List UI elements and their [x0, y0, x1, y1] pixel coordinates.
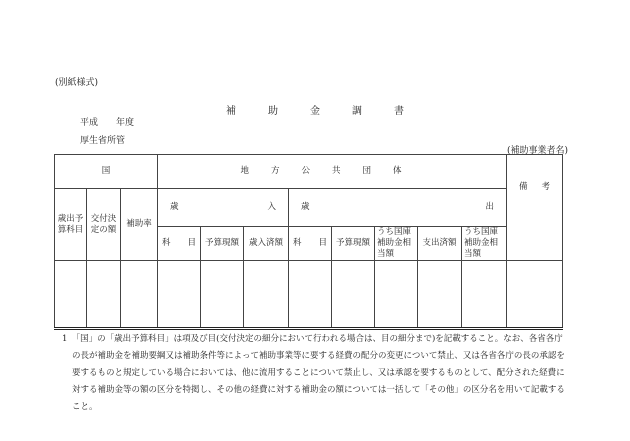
header-sainyu: [158, 189, 289, 227]
sainyu-1: 歳: [170, 202, 179, 212]
cell[interactable]: [121, 261, 158, 329]
saishutsu-2: 出: [485, 202, 495, 212]
cell[interactable]: [507, 261, 563, 329]
kamoku-1: 科: [293, 238, 302, 248]
cell[interactable]: [375, 261, 418, 329]
cell[interactable]: [418, 261, 462, 329]
title-char: 金: [310, 106, 320, 117]
notes: [62, 331, 567, 416]
title-char: 調: [352, 106, 362, 117]
cell[interactable]: [87, 261, 121, 329]
cell[interactable]: [244, 261, 289, 329]
kamoku-1: 科: [162, 238, 171, 248]
bikou-2: 考: [541, 181, 551, 192]
form-label: (別紙様式): [55, 78, 99, 88]
header-kamoku: [158, 227, 201, 261]
header-hojoritsu: 補助率: [121, 189, 158, 261]
header-saishutsu: [289, 189, 507, 227]
header-sainyu-sumi: 歳入済額: [244, 227, 289, 261]
header-kokko-soutou: うち国庫補助金相当額: [375, 227, 418, 261]
header-shishutsu-sumi: 支出済額: [418, 227, 462, 261]
sainyu-2: 入: [267, 202, 276, 212]
table-row: [55, 261, 563, 329]
header-yosan-gengaku: 予算現額: [201, 227, 244, 261]
title-char: 助: [268, 106, 278, 117]
header-kokko-soutou: うち国庫補助金相当額: [462, 227, 507, 261]
header-kuni: 国: [55, 155, 158, 189]
header-saishutsu-kamoku: 歳出予算科目: [55, 189, 87, 261]
header-koufu-gaku: 交付決定の額: [87, 189, 121, 261]
kamoku-2: 目: [187, 238, 196, 248]
fiscal-year: 平成 年度: [80, 118, 135, 128]
cell[interactable]: [462, 261, 507, 329]
title-char: 補: [226, 106, 236, 117]
header-kamoku: [289, 227, 332, 261]
title-char: 書: [394, 106, 404, 117]
cell[interactable]: [289, 261, 332, 329]
kamoku-2: 目: [318, 238, 327, 248]
cell[interactable]: [201, 261, 244, 329]
subsidy-table: [54, 154, 563, 330]
cell[interactable]: [332, 261, 375, 329]
header-chihou: [158, 155, 507, 189]
ministry: 厚生省所管: [80, 136, 126, 146]
header-bikou: [507, 155, 563, 261]
header-yosan-gengaku: 予算現額: [332, 227, 375, 261]
header-chihou-text: 地方公共団体: [240, 166, 424, 176]
saishutsu-1: 歳: [301, 202, 310, 212]
project-name-label: (補助事業者名): [507, 146, 569, 156]
cell[interactable]: [158, 261, 201, 329]
bikou-1: 備: [519, 181, 528, 192]
cell[interactable]: [55, 261, 87, 329]
note-1: 1 「国」の「歳出予算科目」は項及び目(交付決定の細分において行われる場合は、目の細分まで)を記載すること。なお、各省各庁の長が補助金を補助要綱又は補助条件等によって補助事業等に要する経費の配分の変更について禁止、又は各省各庁の長の承認を要するものと規定している場合においては、他に流用することについて禁止し、又は承認を要するものとして、配分された経費に対する補助金等の額の区分を特掲し、その他の経費に対する補助金の額については一括して「その他」の区分名を用いて記載すること。: [62, 334, 565, 412]
